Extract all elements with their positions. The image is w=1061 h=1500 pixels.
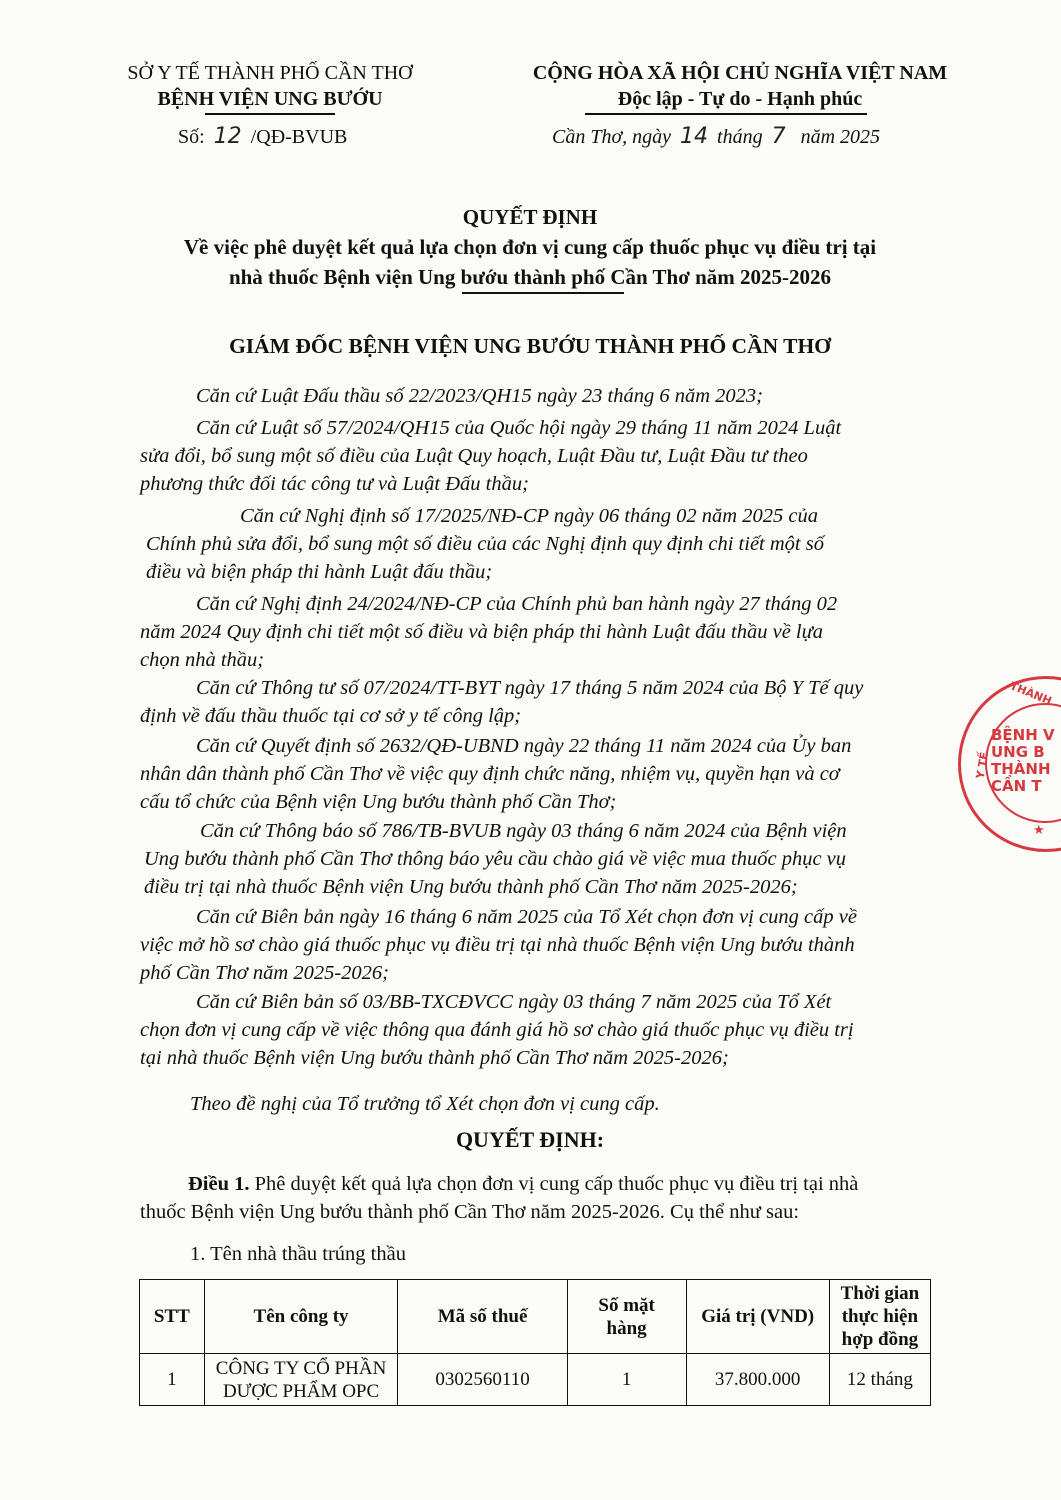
company-line: CÔNG TY CỔ PHẦN [215, 1357, 387, 1379]
basis-line: Căn cứ Luật Đấu thầu số 22/2023/QH15 ngày 23 tháng 6 năm 2023; [196, 385, 763, 407]
basis-line: Chính phủ sửa đổi, bổ sung một số điều của các Nghị định quy định chi tiết một số [146, 533, 824, 555]
basis-line: năm 2024 Quy định chi tiết một số điều và biện pháp thi hành Luật đấu thầu về lựa [140, 621, 824, 643]
basis-6 [140, 732, 930, 816]
header-duration-line: hợp đồng [841, 1329, 919, 1350]
motto-underline [585, 113, 867, 115]
basis-line: Căn cứ Nghị định 24/2024/NĐ-CP của Chính phủ ban hành ngày 27 tháng 02 [196, 593, 838, 615]
month-label: tháng [717, 126, 763, 148]
seal-arc-top: THÀNH [1008, 679, 1054, 708]
seal-line: THÀNH [991, 760, 1051, 778]
basis-3 [146, 502, 936, 586]
basis-line: điều và biện pháp thi hành Luật đấu thầu; [146, 561, 493, 583]
article-1-line1: Phê duyệt kết quả lựa chọn đơn vị cung cấp thuốc phục vụ điều trị tại nhà [254, 1173, 859, 1195]
header-quantity-line: Số mặt [598, 1294, 655, 1316]
official-seal [958, 676, 1061, 852]
basis-9 [140, 988, 930, 1072]
document-title [80, 202, 980, 292]
header-duration-line: thực hiện [841, 1306, 919, 1327]
basis-line: cấu tổ chức của Bệnh viện Ung bướu thành phố Cần Thơ; [140, 791, 617, 813]
article-1-item-1: 1. Tên nhà thầu trúng thầu [190, 1243, 406, 1265]
article-1-label: Điều 1. [188, 1173, 250, 1195]
basis-line: tại nhà thuốc Bệnh viện Ung bướu thành phố Cần Thơ năm 2025-2026; [140, 1047, 729, 1069]
header-company: Tên công ty [204, 1280, 398, 1354]
title-underline [462, 292, 624, 294]
decision-heading: QUYẾT ĐỊNH: [455, 1127, 605, 1152]
seal-line: UNG B [991, 743, 1045, 761]
issuing-authority: GIÁM ĐỐC BỆNH VIỆN UNG BƯỚU THÀNH PHỐ CẦN THƠ [229, 334, 831, 358]
hospital-underline [205, 113, 335, 115]
basis-line: định về đấu thầu thuốc tại cơ sở y tế công lập; [140, 705, 522, 727]
header-right [470, 60, 1010, 112]
document-number [178, 124, 438, 150]
basis-line: Căn cứ Biên bản ngày 16 tháng 6 năm 2025 của Tổ Xét chọn đơn vị cung cấp về [196, 906, 857, 928]
cell-value: 37.800.000 [686, 1354, 829, 1406]
basis-line: nhân dân thành phố Cần Thơ về việc quy định chức năng, nhiệm vụ, quyền hạn và cơ [140, 763, 840, 785]
title-sub-line2: nhà thuốc Bệnh viện Ung bướu thành phố Cần Thơ năm 2025-2026 [228, 265, 832, 289]
header-left [100, 60, 440, 112]
seal-line: CẦN T [991, 777, 1042, 795]
number-prefix: Số: [178, 126, 205, 148]
agency-name: SỞ Y TẾ THÀNH PHỐ CẦN THƠ [127, 62, 413, 84]
basis-line: phố Cần Thơ năm 2025-2026; [140, 962, 389, 984]
year-label: năm 2025 [800, 126, 881, 148]
header-duration [829, 1280, 930, 1354]
document-date [552, 124, 1012, 150]
basis-line: việc mở hồ sơ chào giá thuốc phục vụ điều trị tại nhà thuốc Bệnh viện Ung bướu thành [140, 934, 855, 956]
cell-company [204, 1354, 398, 1406]
cell-tax-code: 0302560110 [398, 1354, 567, 1406]
date-prefix: Cần Thơ, ngày [552, 126, 672, 148]
number-handwritten: 12 [213, 124, 242, 149]
nation-name: CỘNG HÒA XÃ HỘI CHỦ NGHĨA VIỆT NAM [532, 62, 948, 84]
header-quantity [567, 1280, 686, 1354]
header-quantity-line: hàng [606, 1317, 647, 1339]
table-header-row [140, 1280, 931, 1354]
cell-duration: 12 tháng [829, 1354, 930, 1406]
basis-line: điều trị tại nhà thuốc Bệnh viện Ung bướu thành phố Cần Thơ năm 2025-2026; [144, 876, 798, 898]
basis-line: Căn cứ Thông tư số 07/2024/TT-BYT ngày 17 tháng 5 năm 2024 của Bộ Y Tế quy [196, 677, 864, 699]
basis-line: Căn cứ Quyết định số 2632/QĐ-UBND ngày 22 tháng 11 năm 2024 của Ủy ban [196, 735, 852, 757]
month-handwritten: 7 [771, 124, 786, 149]
basis-line: Căn cứ Nghị định số 17/2025/NĐ-CP ngày 06 tháng 02 năm 2025 của [240, 505, 818, 527]
seal-star-icon: ★ [1033, 823, 1045, 838]
day-handwritten: 14 [680, 124, 709, 149]
header-stt: STT [140, 1280, 205, 1354]
basis-1 [140, 382, 930, 410]
hospital-name: BỆNH VIỆN UNG BƯỚU [157, 88, 383, 110]
cell-quantity: 1 [567, 1354, 686, 1406]
basis-2 [140, 414, 930, 498]
article-1 [140, 1170, 930, 1226]
basis-line: Căn cứ Thông báo số 786/TB-BVUB ngày 03 tháng 6 năm 2024 của Bệnh viện [200, 820, 847, 842]
article-1-line2: thuốc Bệnh viện Ung bướu thành phố Cần Thơ năm 2025-2026. Cụ thể như sau: [140, 1201, 800, 1223]
basis-proposal [140, 1090, 930, 1118]
basis-line: Ung bướu thành phố Cần Thơ thông báo yêu cầu chào giá về việc mua thuốc phục vụ [144, 848, 847, 870]
national-motto: Độc lập - Tự do - Hạnh phúc [617, 88, 863, 110]
title-main: QUYẾT ĐỊNH [462, 205, 598, 229]
seal-text [991, 727, 1055, 795]
basis-7 [144, 817, 934, 901]
basis-4 [140, 590, 930, 674]
company-line: DƯỢC PHẨM OPC [222, 1380, 380, 1402]
seal-line: BỆNH V [991, 726, 1055, 744]
table-row [140, 1354, 931, 1406]
header-tax-code: Mã số thuế [398, 1280, 567, 1354]
basis-line: chọn nhà thầu; [140, 649, 265, 671]
header-value: Giá trị (VND) [686, 1280, 829, 1354]
basis-line: Căn cứ Biên bản số 03/BB-TXCĐVCC ngày 03 tháng 7 năm 2025 của Tổ Xét [196, 991, 832, 1013]
basis-line: Theo đề nghị của Tổ trưởng tổ Xét chọn đơn vị cung cấp. [190, 1093, 660, 1115]
basis-8 [140, 903, 930, 987]
cell-stt: 1 [140, 1354, 205, 1406]
basis-line: chọn đơn vị cung cấp về việc thông qua đánh giá hồ sơ chào giá thuốc phục vụ điều trị [140, 1019, 854, 1041]
basis-5 [140, 674, 930, 730]
number-suffix: /QĐ-BVUB [250, 126, 348, 148]
basis-line: phương thức đối tác công tư và Luật Đấu thầu; [140, 473, 529, 495]
seal-arc-side: Y TẾ [973, 751, 992, 780]
header-duration-line: Thời gian [840, 1283, 920, 1304]
winning-bidder-table [139, 1279, 931, 1406]
basis-line: Căn cứ Luật số 57/2024/QH15 của Quốc hội ngày 29 tháng 11 năm 2024 Luật [196, 417, 842, 439]
basis-line: sửa đổi, bổ sung một số điều của Luật Quy hoạch, Luật Đầu tư, Luật Đầu tư theo [140, 445, 808, 467]
title-sub-line1: Về việc phê duyệt kết quả lựa chọn đơn vị cung cấp thuốc phục vụ điều trị tại [183, 235, 877, 259]
